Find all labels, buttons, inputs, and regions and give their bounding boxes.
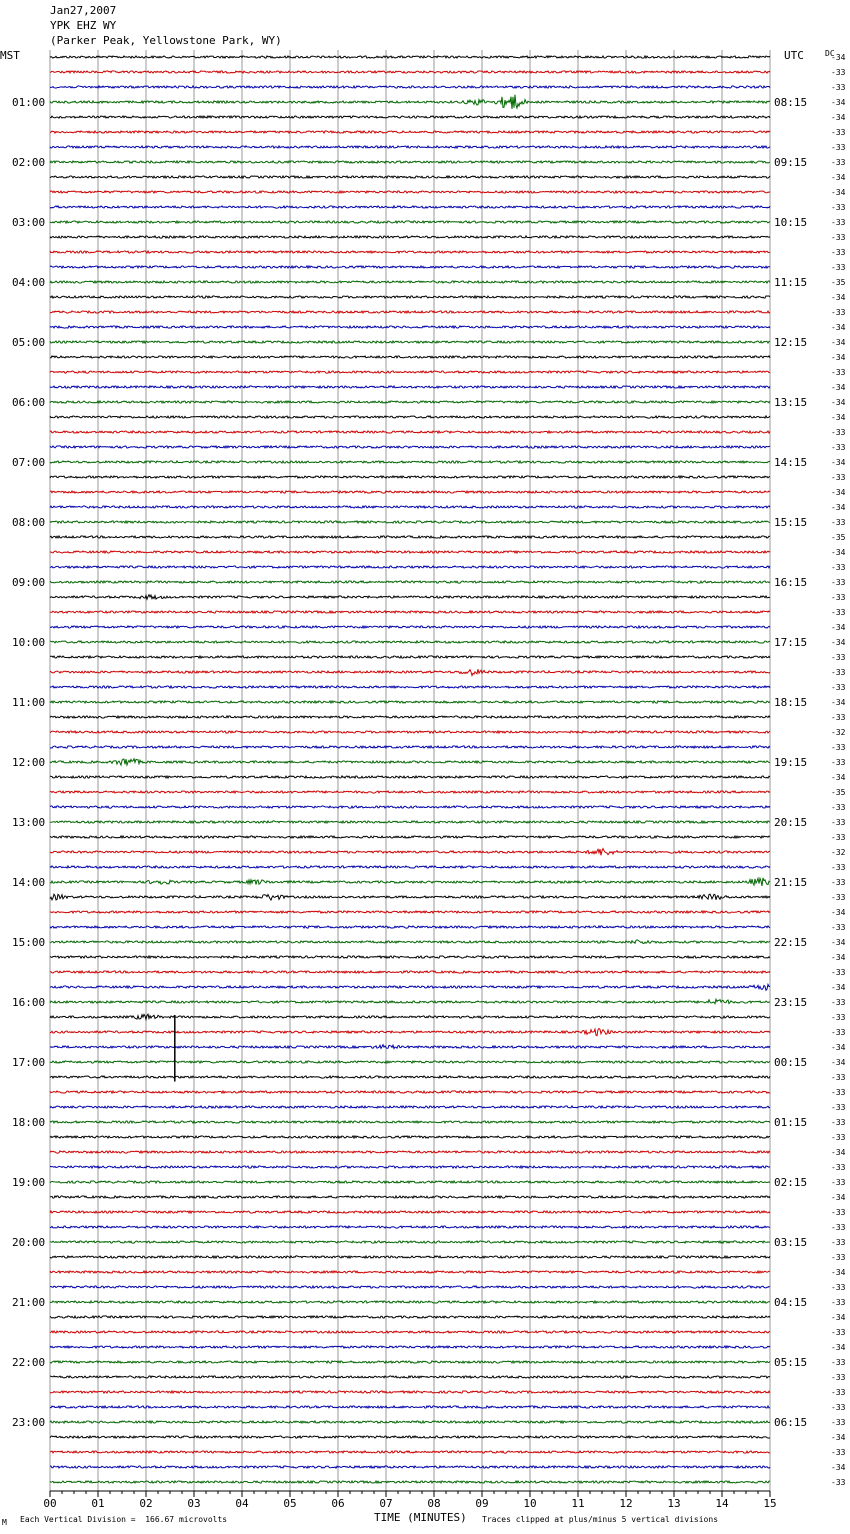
dc-offset: -34 bbox=[831, 638, 846, 647]
dc-offset: -32 bbox=[831, 848, 846, 857]
trace-row-85 bbox=[50, 1331, 770, 1333]
left-hour-label: 14:00 bbox=[12, 876, 46, 889]
dc-offset: -34 bbox=[831, 383, 846, 392]
dc-offset: -34 bbox=[831, 53, 846, 62]
dc-offset: -33 bbox=[831, 1088, 846, 1097]
x-tick-label: 01 bbox=[91, 1497, 105, 1510]
right-hour-label: 09:15 bbox=[774, 156, 808, 169]
trace-row-87 bbox=[50, 1361, 770, 1363]
x-tick-label: 00 bbox=[43, 1497, 57, 1510]
trace-row-42 bbox=[50, 686, 770, 688]
trace-row-19 bbox=[50, 341, 770, 343]
right-timezone-label: UTC bbox=[784, 49, 804, 62]
dc-offset: -33 bbox=[831, 1448, 846, 1457]
x-tick-label: 13 bbox=[667, 1497, 681, 1510]
trace-row-36 bbox=[50, 595, 770, 599]
dc-offset: -34 bbox=[831, 938, 846, 947]
trace-row-59 bbox=[50, 940, 770, 944]
dc-offset: -33 bbox=[831, 1403, 846, 1412]
trace-row-93 bbox=[50, 1451, 770, 1453]
dc-offset: -34 bbox=[831, 98, 846, 107]
trace-row-29 bbox=[50, 491, 770, 493]
dc-offset: -33 bbox=[831, 683, 846, 692]
dc-offset: -33 bbox=[831, 83, 846, 92]
trace-row-52 bbox=[50, 836, 770, 838]
trace-row-12 bbox=[50, 236, 770, 238]
trace-row-72 bbox=[50, 1136, 770, 1138]
dc-offset: -33 bbox=[831, 713, 846, 722]
dc-offset: -34 bbox=[831, 338, 846, 347]
trace-row-86 bbox=[50, 1346, 770, 1348]
trace-row-89 bbox=[50, 1391, 770, 1393]
trace-row-6 bbox=[50, 146, 770, 148]
dc-offset: -33 bbox=[831, 1478, 846, 1487]
right-hour-label: 16:15 bbox=[774, 576, 808, 589]
dc-offset: -34 bbox=[831, 1313, 846, 1322]
trace-row-56 bbox=[50, 894, 770, 900]
dc-offset: -33 bbox=[831, 893, 846, 902]
x-axis-label: TIME (MINUTES) bbox=[374, 1511, 467, 1524]
right-hour-label: 23:15 bbox=[774, 996, 808, 1009]
trace-row-82 bbox=[50, 1286, 770, 1288]
trace-row-21 bbox=[50, 371, 770, 373]
x-tick-label: 06 bbox=[331, 1497, 345, 1510]
trace-row-43 bbox=[50, 701, 770, 703]
left-hour-label: 09:00 bbox=[12, 576, 46, 589]
dc-offset: -33 bbox=[831, 968, 846, 977]
trace-row-75 bbox=[50, 1181, 770, 1183]
trace-row-48 bbox=[50, 776, 770, 778]
dc-offset: -34 bbox=[831, 1463, 846, 1472]
trace-row-62 bbox=[50, 984, 770, 990]
trace-row-65 bbox=[50, 1028, 770, 1035]
plot-date: Jan27,2007 bbox=[50, 4, 117, 17]
x-tick-label: 15 bbox=[763, 1497, 777, 1510]
footer-mark: M bbox=[2, 1518, 7, 1527]
left-hour-label: 19:00 bbox=[12, 1176, 46, 1189]
trace-row-45 bbox=[50, 731, 770, 733]
left-hour-label: 10:00 bbox=[12, 636, 46, 649]
trace-row-64 bbox=[50, 1014, 770, 1019]
dc-offset: -33 bbox=[831, 563, 846, 572]
left-hour-label: 04:00 bbox=[12, 276, 46, 289]
trace-row-39 bbox=[50, 641, 770, 643]
dc-offset: -34 bbox=[831, 413, 846, 422]
dc-offset: -34 bbox=[831, 113, 846, 122]
x-tick-label: 12 bbox=[619, 1497, 633, 1510]
left-hour-label: 06:00 bbox=[12, 396, 46, 409]
footer-clip-note: Traces clipped at plus/minus 5 vertical divisions bbox=[482, 1515, 719, 1524]
dc-offset: -33 bbox=[831, 833, 846, 842]
trace-row-90 bbox=[50, 1406, 770, 1408]
dc-offset: -33 bbox=[831, 998, 846, 1007]
right-hour-label: 08:15 bbox=[774, 96, 808, 109]
left-hour-label: 08:00 bbox=[12, 516, 46, 529]
trace-row-78 bbox=[50, 1226, 770, 1228]
trace-row-32 bbox=[50, 536, 770, 538]
trace-row-24 bbox=[50, 416, 770, 418]
dc-offset: -33 bbox=[831, 1073, 846, 1082]
dc-offset: -34 bbox=[831, 353, 846, 362]
trace-row-74 bbox=[50, 1166, 770, 1168]
dc-offset: -34 bbox=[831, 1343, 846, 1352]
dc-offset: -33 bbox=[831, 518, 846, 527]
trace-row-84 bbox=[50, 1316, 770, 1318]
right-hour-label: 01:15 bbox=[774, 1116, 808, 1129]
trace-row-58 bbox=[50, 926, 770, 928]
trace-row-83 bbox=[50, 1301, 770, 1303]
dc-offset: -33 bbox=[831, 818, 846, 827]
dc-offset: -34 bbox=[831, 548, 846, 557]
left-hour-label: 03:00 bbox=[12, 216, 46, 229]
dc-offset: -34 bbox=[831, 293, 846, 302]
right-hour-label: 05:15 bbox=[774, 1356, 808, 1369]
x-tick-label: 08 bbox=[427, 1497, 441, 1510]
dc-offset: -33 bbox=[831, 203, 846, 212]
dc-offset: -33 bbox=[831, 1013, 846, 1022]
left-hour-label: 17:00 bbox=[12, 1056, 46, 1069]
left-hour-label: 21:00 bbox=[12, 1296, 46, 1309]
left-hour-label: 11:00 bbox=[12, 696, 46, 709]
dc-offset: -33 bbox=[831, 1373, 846, 1382]
dc-offset: -33 bbox=[831, 1028, 846, 1037]
dc-offset: -33 bbox=[831, 1298, 846, 1307]
right-hour-label: 19:15 bbox=[774, 756, 808, 769]
dc-offset: -34 bbox=[831, 773, 846, 782]
trace-row-1 bbox=[50, 71, 770, 73]
trace-row-88 bbox=[50, 1376, 770, 1378]
dc-offset: -33 bbox=[831, 158, 846, 167]
trace-row-80 bbox=[50, 1256, 770, 1258]
dc-offset: -33 bbox=[831, 1238, 846, 1247]
dc-offset: -34 bbox=[831, 908, 846, 917]
dc-offset: -33 bbox=[831, 233, 846, 242]
trace-row-67 bbox=[50, 1061, 770, 1063]
trace-row-44 bbox=[50, 716, 770, 718]
dc-offset: -34 bbox=[831, 503, 846, 512]
trace-row-34 bbox=[50, 566, 770, 568]
dc-offset: -34 bbox=[831, 458, 846, 467]
trace-row-60 bbox=[50, 956, 770, 958]
right-hour-label: 04:15 bbox=[774, 1296, 808, 1309]
trace-row-25 bbox=[50, 431, 770, 433]
x-tick-label: 05 bbox=[283, 1497, 297, 1510]
trace-row-26 bbox=[50, 446, 770, 448]
dc-offset: -34 bbox=[831, 488, 846, 497]
left-hour-label: 22:00 bbox=[12, 1356, 46, 1369]
x-tick-label: 04 bbox=[235, 1497, 249, 1510]
dc-offset: -34 bbox=[831, 323, 846, 332]
dc-offset: -33 bbox=[831, 863, 846, 872]
right-hour-label: 02:15 bbox=[774, 1176, 808, 1189]
right-hour-label: 21:15 bbox=[774, 876, 808, 889]
dc-offset: -33 bbox=[831, 923, 846, 932]
dc-offset: -33 bbox=[831, 1133, 846, 1142]
dc-offset: -34 bbox=[831, 188, 846, 197]
trace-row-73 bbox=[50, 1151, 770, 1153]
dc-offset: -34 bbox=[831, 1433, 846, 1442]
left-hour-label: 13:00 bbox=[12, 816, 46, 829]
right-hour-label: 00:15 bbox=[774, 1056, 808, 1069]
trace-row-71 bbox=[50, 1121, 770, 1123]
dc-offset: -33 bbox=[831, 1178, 846, 1187]
left-timezone-label: MST bbox=[0, 49, 20, 62]
trace-row-57 bbox=[50, 911, 770, 913]
dc-offset: -33 bbox=[831, 1208, 846, 1217]
trace-row-13 bbox=[50, 251, 770, 253]
trace-row-30 bbox=[50, 506, 770, 508]
left-hour-label: 01:00 bbox=[12, 96, 46, 109]
left-hour-label: 02:00 bbox=[12, 156, 46, 169]
dc-offset: -34 bbox=[831, 1268, 846, 1277]
right-hour-label: 13:15 bbox=[774, 396, 808, 409]
dc-offset: -33 bbox=[831, 128, 846, 137]
right-hour-label: 18:15 bbox=[774, 696, 808, 709]
trace-row-20 bbox=[50, 356, 770, 358]
dc-offset: -35 bbox=[831, 278, 846, 287]
trace-row-8 bbox=[50, 176, 770, 178]
dc-offset: -33 bbox=[831, 1223, 846, 1232]
left-hour-label: 23:00 bbox=[12, 1416, 46, 1429]
trace-row-35 bbox=[50, 581, 770, 583]
trace-row-95 bbox=[50, 1481, 770, 1483]
dc-offset: -33 bbox=[831, 668, 846, 677]
right-hour-label: 15:15 bbox=[774, 516, 808, 529]
station-location: (Parker Peak, Yellowstone Park, WY) bbox=[50, 34, 282, 47]
dc-offset: -33 bbox=[831, 653, 846, 662]
dc-offset: -33 bbox=[831, 1103, 846, 1112]
dc-offset: -33 bbox=[831, 428, 846, 437]
left-hour-label: 07:00 bbox=[12, 456, 46, 469]
trace-row-92 bbox=[50, 1436, 770, 1438]
dc-offset: -33 bbox=[831, 803, 846, 812]
x-tick-label: 14 bbox=[715, 1497, 729, 1510]
dc-offset: -33 bbox=[831, 473, 846, 482]
dc-offset: -33 bbox=[831, 608, 846, 617]
trace-row-15 bbox=[50, 281, 770, 283]
x-tick-label: 07 bbox=[379, 1497, 393, 1510]
trace-row-40 bbox=[50, 656, 770, 658]
dc-offset: -33 bbox=[831, 1163, 846, 1172]
dc-offset: -34 bbox=[831, 623, 846, 632]
trace-row-0 bbox=[50, 56, 770, 58]
trace-row-16 bbox=[50, 296, 770, 298]
dc-offset: -34 bbox=[831, 1058, 846, 1067]
trace-row-61 bbox=[50, 971, 770, 973]
trace-row-66 bbox=[50, 1045, 770, 1049]
trace-row-14 bbox=[50, 266, 770, 268]
dc-offset: -33 bbox=[831, 443, 846, 452]
footer-scale-note: Each Vertical Division = 166.67 microvolts bbox=[20, 1515, 228, 1524]
dc-offset: -34 bbox=[831, 698, 846, 707]
trace-row-55 bbox=[50, 878, 770, 886]
dc-offset: -33 bbox=[831, 143, 846, 152]
dc-offset: -33 bbox=[831, 593, 846, 602]
dc-offset: -35 bbox=[831, 788, 846, 797]
trace-row-23 bbox=[50, 401, 770, 403]
left-hour-label: 18:00 bbox=[12, 1116, 46, 1129]
trace-row-22 bbox=[50, 386, 770, 388]
trace-row-69 bbox=[50, 1091, 770, 1093]
x-tick-label: 09 bbox=[475, 1497, 489, 1510]
dc-offset: -34 bbox=[831, 983, 846, 992]
left-hour-label: 05:00 bbox=[12, 336, 46, 349]
trace-row-91 bbox=[50, 1421, 770, 1423]
left-hour-label: 15:00 bbox=[12, 936, 46, 949]
left-hour-label: 20:00 bbox=[12, 1236, 46, 1249]
trace-row-2 bbox=[50, 86, 770, 88]
dc-offset: -33 bbox=[831, 1418, 846, 1427]
right-hour-label: 12:15 bbox=[774, 336, 808, 349]
dc-offset: -33 bbox=[831, 218, 846, 227]
dc-offset: -33 bbox=[831, 368, 846, 377]
left-hour-label: 12:00 bbox=[12, 756, 46, 769]
dc-offset: -34 bbox=[831, 1043, 846, 1052]
dc-header-label: DC bbox=[825, 49, 835, 58]
trace-row-31 bbox=[50, 521, 770, 523]
trace-row-9 bbox=[50, 191, 770, 193]
trace-row-4 bbox=[50, 116, 770, 118]
trace-row-47 bbox=[50, 759, 770, 765]
trace-row-41 bbox=[50, 669, 770, 675]
trace-row-46 bbox=[50, 746, 770, 748]
trace-row-28 bbox=[50, 476, 770, 478]
dc-offset: -34 bbox=[831, 1148, 846, 1157]
trace-row-51 bbox=[50, 821, 770, 823]
trace-row-94 bbox=[50, 1466, 770, 1468]
trace-row-68 bbox=[50, 1076, 770, 1078]
dc-offset: -33 bbox=[831, 1358, 846, 1367]
trace-row-7 bbox=[50, 161, 770, 163]
trace-row-17 bbox=[50, 311, 770, 313]
right-hour-label: 11:15 bbox=[774, 276, 808, 289]
x-tick-label: 11 bbox=[571, 1497, 585, 1510]
x-tick-label: 03 bbox=[187, 1497, 201, 1510]
dc-offset: -33 bbox=[831, 308, 846, 317]
right-hour-label: 20:15 bbox=[774, 816, 808, 829]
trace-row-5 bbox=[50, 131, 770, 133]
dc-offset: -33 bbox=[831, 743, 846, 752]
dc-offset: -33 bbox=[831, 758, 846, 767]
right-hour-label: 10:15 bbox=[774, 216, 808, 229]
right-hour-label: 03:15 bbox=[774, 1236, 808, 1249]
dc-offset: -32 bbox=[831, 728, 846, 737]
dc-offset: -33 bbox=[831, 68, 846, 77]
right-hour-label: 14:15 bbox=[774, 456, 808, 469]
left-hour-label: 16:00 bbox=[12, 996, 46, 1009]
x-tick-label: 10 bbox=[523, 1497, 537, 1510]
trace-row-50 bbox=[50, 806, 770, 808]
dc-offset: -34 bbox=[831, 953, 846, 962]
station-code: YPK EHZ WY bbox=[50, 19, 117, 32]
dc-offset: -34 bbox=[831, 173, 846, 182]
trace-row-10 bbox=[50, 206, 770, 208]
trace-row-76 bbox=[50, 1196, 770, 1198]
x-tick-label: 02 bbox=[139, 1497, 153, 1510]
right-hour-label: 17:15 bbox=[774, 636, 808, 649]
trace-row-81 bbox=[50, 1271, 770, 1273]
dc-offset: -33 bbox=[831, 1283, 846, 1292]
trace-row-27 bbox=[50, 461, 770, 463]
trace-row-53 bbox=[50, 849, 770, 856]
trace-row-11 bbox=[50, 221, 770, 223]
trace-row-37 bbox=[50, 611, 770, 613]
dc-offset: -34 bbox=[831, 1193, 846, 1202]
trace-row-79 bbox=[50, 1241, 770, 1243]
dc-offset: -33 bbox=[831, 1118, 846, 1127]
dc-offset: -33 bbox=[831, 248, 846, 257]
trace-row-33 bbox=[50, 551, 770, 553]
dc-offset: -35 bbox=[831, 533, 846, 542]
dc-offset: -33 bbox=[831, 1328, 846, 1337]
trace-row-18 bbox=[50, 326, 770, 328]
trace-row-77 bbox=[50, 1211, 770, 1213]
dc-offset: -33 bbox=[831, 1388, 846, 1397]
trace-row-3 bbox=[50, 95, 770, 109]
dc-offset: -33 bbox=[831, 1253, 846, 1262]
dc-offset: -33 bbox=[831, 878, 846, 887]
dc-offset: -34 bbox=[831, 398, 846, 407]
dc-offset: -33 bbox=[831, 578, 846, 587]
trace-row-63 bbox=[50, 999, 770, 1003]
trace-row-54 bbox=[50, 866, 770, 868]
dc-offset: -33 bbox=[831, 263, 846, 272]
trace-row-49 bbox=[50, 791, 770, 793]
trace-row-70 bbox=[50, 1106, 770, 1108]
right-hour-label: 22:15 bbox=[774, 936, 808, 949]
trace-row-38 bbox=[50, 626, 770, 628]
right-hour-label: 06:15 bbox=[774, 1416, 808, 1429]
